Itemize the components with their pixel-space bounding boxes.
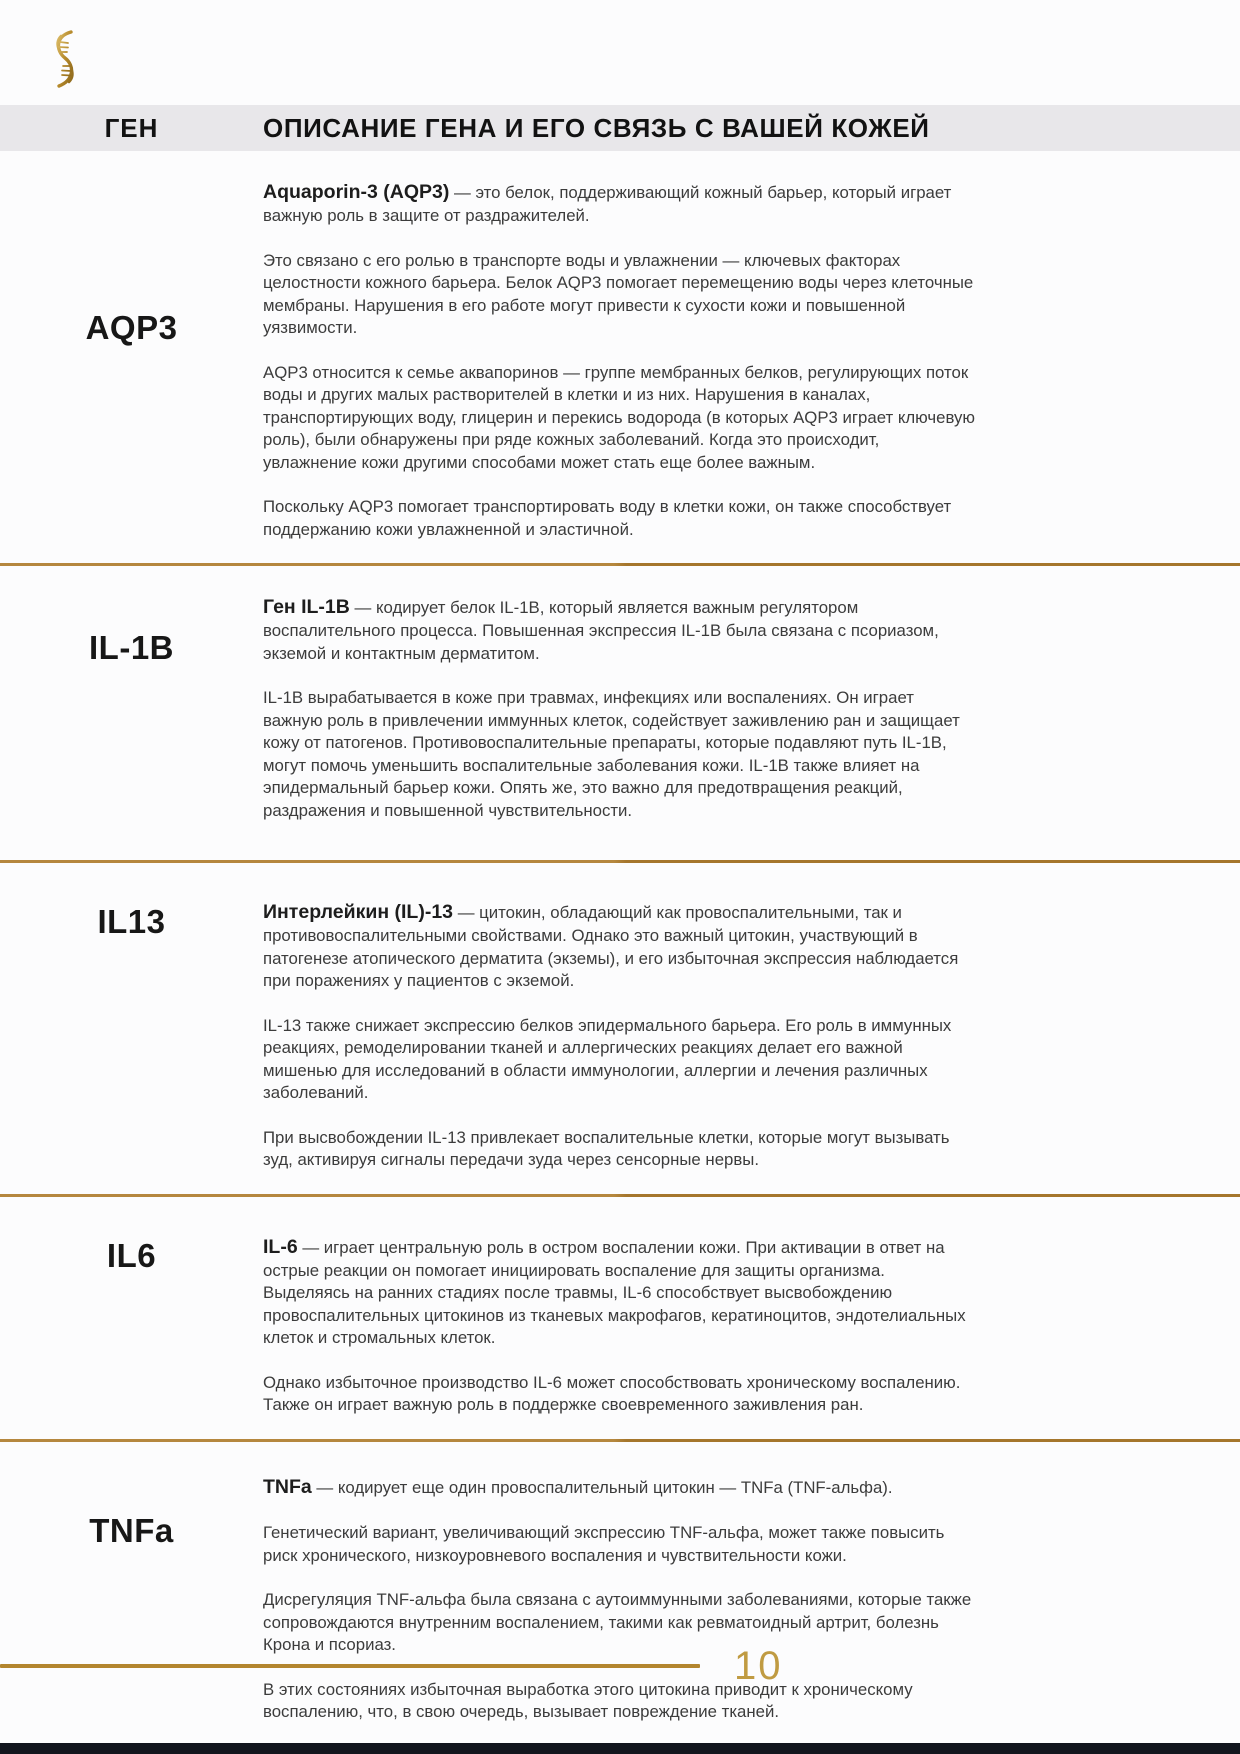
gene-label: TNFa [89, 1511, 174, 1549]
gene-description [263, 1197, 975, 1439]
gene-label: IL6 [106, 1236, 157, 1274]
paragraph: Поскольку AQP3 помогает транспортировать воду в клетки кожи, он также способствует поддержанию кожи увлажненной и эластичной. [263, 497, 952, 539]
paragraph-lead: Ген IL-1B [263, 596, 350, 619]
gene-name-column [0, 1442, 263, 1746]
paragraph: Дисрегуляция TNF-альфа была связана с аутоиммунными заболеваниями, которые также сопровождаются внутренним воспалением, такими как ревматоидный артрит, болезнь Крона и псориаз. [263, 1590, 972, 1654]
paragraph: При высвобождении IL-13 привлекает воспалительные клетки, которые могут вызывать зуд, активируя сигналы передачи зуда через сенсорные нервы. [263, 1127, 950, 1170]
gene-description [263, 863, 975, 1194]
bottom-dark-bar [0, 1743, 1240, 1754]
paragraph: IL-1B вырабатывается в коже при травмах, инфекциях или воспалениях. Он играет важную роль в привлечении иммунных клеток, содействует заживлению ран и защищает кожу от патогенов. Противовоспалительные препараты, которые подавляют путь IL-1B, могут помочь уменьшить воспалительные заболевания кожи. IL-1B также влияет на эпидермальный барьер кожи. Опять же, это важно для предотвращения реакций, раздражения и повышенной чувствительности. [263, 688, 960, 820]
dna-helix-icon [48, 30, 82, 88]
paragraph-lead: Aquaporin-3 (AQP3) [263, 181, 450, 203]
page-number: 10 [734, 1643, 783, 1688]
gene-row-tnfa [0, 1442, 1240, 1746]
paragraph-lead: IL-6 [263, 1235, 298, 1258]
paragraph: IL-13 также снижает экспрессию белков эпидермального барьера. Его роль в иммунных реакциях, ремоделировании тканей и аллергических реакциях делает его важной мишенью для исследований в области иммунологии, аллергии и лечения различных заболеваний. [263, 1015, 952, 1103]
gene-row-il13 [0, 863, 1240, 1194]
header-col-gene: ГЕН [104, 112, 159, 143]
gene-label: AQP3 [85, 309, 178, 346]
gene-name-column [0, 863, 263, 1194]
gene-description [263, 151, 975, 563]
gene-row-aqp3 [0, 151, 1240, 563]
paragraph: IL-6 — играет центральную роль в остром воспалении кожи. При активации в ответ на острые реакции он помогает инициировать воспаление для защиты организма. Выделяясь на ранних стадиях после травмы, IL-6 способствует высвобождению провоспалительных цитокинов из тканевых макрофагов, кератиноцитов, эндотелиальных клеток и стромальных клеток. [263, 1235, 966, 1348]
paragraph: Это связано с его ролью в транспорте воды и увлажнении — ключевых факторах целостности кожного барьера. Белок AQP3 помогает перемещению воды через клеточные мембраны. Нарушения в его работе могут привести к сухости кожи и повышенной уязвимости. [263, 250, 974, 338]
paragraph: Ген IL-1B — кодирует белок IL-1B, который является важным регулятором воспалительного процесса. Повышенная экспрессия IL-1B была связана с псориазом, экземой и контактным дерматитом. [263, 596, 939, 663]
table-header [0, 105, 1240, 151]
gene-name-column [0, 566, 263, 860]
page-footer [0, 1640, 1240, 1692]
gene-name-column [0, 151, 263, 563]
brand-logo [48, 30, 82, 88]
paragraph-lead: TNFa [263, 1475, 312, 1498]
paragraph: Однако избыточное производство IL-6 может способствовать хроническому воспалению. Также он играет важную роль в поддержке своевременного заживления ран. [263, 1372, 961, 1415]
gene-name-column [0, 1197, 263, 1439]
header-col-description: ОПИСАНИЕ ГЕНА И ЕГО СВЯЗЬ С ВАШЕЙ КОЖЕЙ [263, 112, 930, 143]
gene-label: IL-1B [89, 629, 174, 667]
paragraph: AQP3 относится к семье аквапоринов — группе мембранных белков, регулирующих поток воды и других малых растворителей в клетки и из них. Нарушения в каналах, транспортирующих воду, глицерин и перекись водорода (в которых AQP3 играет ключевую роль), были обнаружены при ряде кожных заболеваний. Когда это происходит, увлажнение кожи другими способами может стать еще более важным. [263, 362, 975, 472]
paragraph-lead: Интерлейкин (IL)-13 [263, 901, 454, 924]
footer-gold-rule [0, 1664, 700, 1668]
gene-row-il1b [0, 566, 1240, 860]
paragraph: В этих состояниях избыточная выработка этого цитокина приводит к хроническому воспалению, что, в свою очередь, вызывает повреждение тканей. [263, 1679, 913, 1721]
paragraph: Интерлейкин (IL)-13 — цитокин, обладающий как провоспалительными, так и противовоспалительными свойствами. Однако это важный цитокин, участвующий в патогенезе атопического дерматита (экземы), и его избыточная экспрессия наблюдается при поражениях у пациентов с экземой. [263, 901, 959, 991]
paragraph: Генетический вариант, увеличивающий экспрессию TNF-альфа, может также повысить риск хронического, низкоуровневого воспаления и чувствительности кожи. [263, 1523, 945, 1565]
gene-label: IL13 [97, 903, 166, 941]
paragraph: TNFa — кодирует еще один провоспалительный цитокин — TNFa (TNF-альфа). [263, 1475, 893, 1498]
paragraph: Aquaporin-3 (AQP3) — это белок, поддерживающий кожный барьер, который играет важную роль в защите от раздражителей. [263, 181, 952, 226]
gene-row-il6 [0, 1197, 1240, 1439]
gene-table [0, 151, 1240, 1746]
gene-description [263, 566, 975, 860]
gene-description [263, 1442, 975, 1746]
